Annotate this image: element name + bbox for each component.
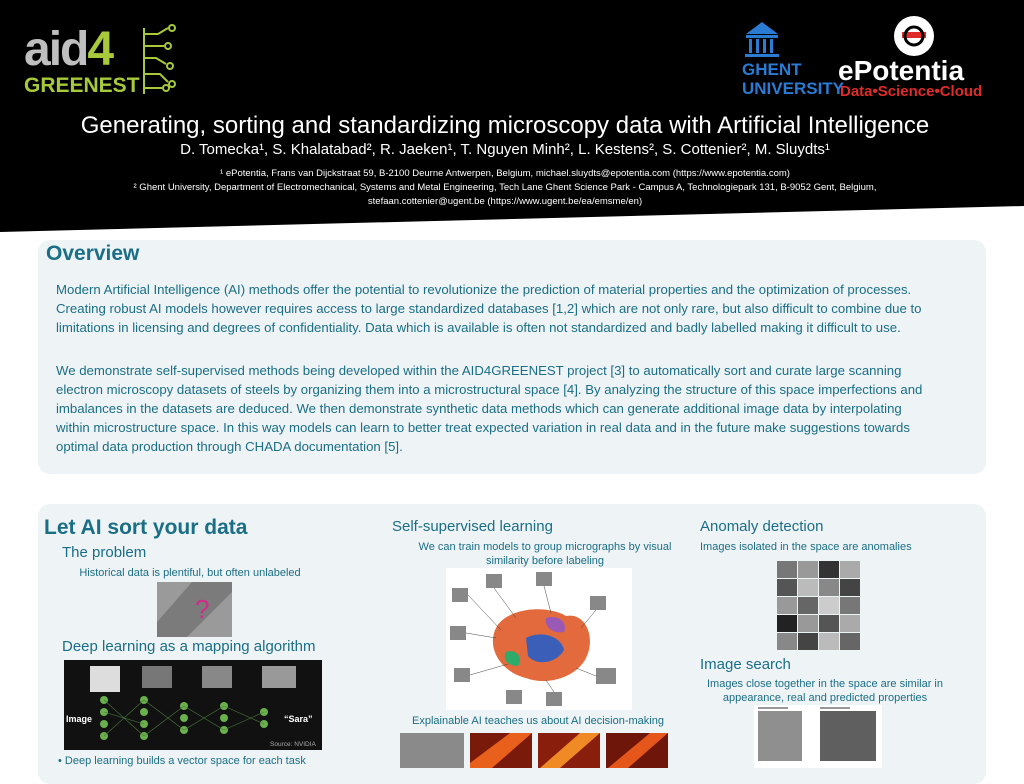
poster-title: Generating, sorting and standardizing microscopy data with Artificial Intelligence bbox=[80, 112, 930, 139]
affiliation-2: ² Ghent University, Department of Electromechanical, Systems and Metal Engineering, Tech Lane Ghent Science Park - Campus A, Technologiepark 131, B-9052 Gent, Belgium, bbox=[133, 182, 877, 193]
problem-title: The problem bbox=[62, 544, 147, 561]
epotentia-logo: ePotentia bbox=[838, 55, 965, 86]
ssl-text: We can train models to group micrographs by visual similarity before labeling bbox=[418, 541, 672, 567]
xai-text: Explainable AI teaches us about AI decision-making bbox=[412, 715, 664, 727]
overview-paragraph-1: Modern Artificial Intelligence (AI) methods offer the potential to revolutionize the prediction of material properties and the optimization of processes. Creating robust AI models however requires access to large standardized databases [1,2] which are not only rare, but also difficult to combine due to limitations in licensing and degrees of confidentiality. Data which is available is often not standardized and badly labelled making it difficult to use. bbox=[56, 282, 922, 335]
poster-authors: D. Tomecka¹, S. Khalatabad², R. Jaeken¹, T. Nguyen Minh², L. Kestens², S. Cottenier², M. Sluydts¹ bbox=[180, 141, 830, 158]
poster-header bbox=[0, 0, 1024, 232]
overview-paragraph-2: We demonstrate self-supervised methods being developed within the AID4GREENEST project [3] to automatically sort and curate large scanning electron microscopy datasets of steels by organizing them into a microstructural space [4]. By analyzing the structure of this space imperfections and imbalances in the datasets are deduced. We then demonstrate synthetic data methods which can generate additional image data by interpolating within microstructure space. In this way models can learn to better treat expected variation in real data and in the future make suggestions towards optimal data production through CHADA documentation [5]. bbox=[56, 363, 923, 454]
image-search-title: Image search bbox=[700, 656, 791, 673]
ghent-university-logo: GHENT UNIVERSITY bbox=[742, 60, 845, 98]
problem-text: Historical data is plentiful, but often unlabeled bbox=[79, 567, 301, 579]
aid4greenest-logo: aid4 bbox=[24, 23, 113, 76]
nn-image-label: Image bbox=[66, 714, 93, 724]
svg-text:?: ? bbox=[195, 594, 210, 624]
circuit-icon bbox=[138, 24, 182, 96]
overview-heading: Overview bbox=[46, 242, 140, 265]
anomaly-title: Anomaly detection bbox=[700, 518, 824, 535]
epotentia-e-icon bbox=[888, 14, 940, 58]
epotentia-tagline: Data•Science•Cloud bbox=[840, 83, 983, 100]
unlabeled-micrograph-image bbox=[157, 582, 232, 637]
image-search-results bbox=[754, 705, 882, 768]
ssl-title: Self-supervised learning bbox=[392, 518, 553, 535]
nn-output-label: “Sara” bbox=[284, 714, 313, 724]
sort-heading: Let AI sort your data bbox=[44, 516, 248, 539]
neural-network-diagram bbox=[64, 660, 322, 750]
nn-source-label: Source: NVIDIA bbox=[270, 741, 316, 748]
anomaly-text: Images isolated in the space are anomalies bbox=[700, 541, 912, 553]
microstructure-space-map bbox=[446, 568, 632, 710]
affiliation-1: ¹ ePotentia, Frans van Dijckstraat 59, B-2100 Deurne Antwerpen, Belgium, michael.sluydts@epotentia.com (https://www.epotentia.com) bbox=[220, 168, 790, 179]
affiliation-3: stefaan.cottenier@ugent.be (https://www.ugent.be/ea/emsme/en) bbox=[367, 196, 643, 207]
mapping-title: Deep learning as a mapping algorithm bbox=[62, 638, 316, 655]
deep-learning-bullet: • Deep learning builds a vector space for each task bbox=[58, 755, 306, 767]
explainable-ai-images bbox=[400, 733, 670, 768]
image-search-text: Images close together in the space are similar in appearance, real and predicted properties bbox=[706, 678, 943, 704]
anomaly-image-grid bbox=[777, 561, 861, 653]
aid4greenest-logo-sub: GREENEST bbox=[24, 74, 140, 97]
